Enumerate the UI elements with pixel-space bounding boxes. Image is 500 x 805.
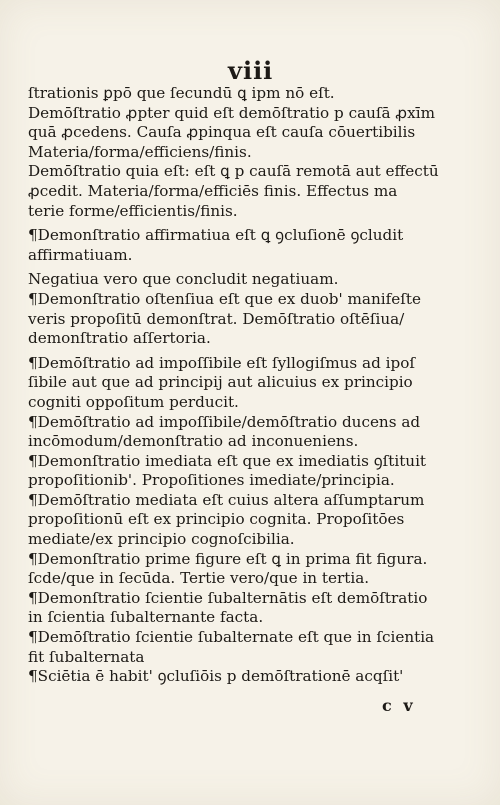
text-line-7: terie forme/efficientis/finis. — [28, 201, 238, 220]
text-line-4: Materia/forma/efficiens/finis. — [28, 142, 252, 161]
text-line-27: in ſcientia ſubalternante facta. — [28, 608, 264, 627]
text-line-10: Negatiua vero que concludit negatiuam. — [28, 270, 339, 289]
text-line-8: ¶Demonſtratio affirmatiua eſt ꝗ ꝯcluſionē ꝯcludit — [28, 226, 404, 245]
text-line-23: mediate/ex principio cognoſcibilia. — [28, 530, 295, 549]
text-line-12: veris propoſitū demonſtrat. Demōſtratio oſtēſiua/ — [28, 309, 405, 328]
text-line-22: propoſitionū eſt ex principio cognita. Propoſitōes — [28, 510, 405, 529]
text-line-26: ¶Demonſtratio ſcientie ſubalternātis eſt demōſtratio — [28, 588, 428, 607]
text-line-1: ſtrationis ꝑpō que ſecundū ꝗ ipm nō eſt. — [28, 84, 335, 102]
signature-mark: c v — [382, 696, 416, 715]
text-line-16: cogniti oppoſitum perducit. — [28, 392, 239, 411]
text-line-19: ¶Demonſtratio imediata eſt que ex imediatis ꝯſtituit — [28, 451, 427, 470]
text-line-11: ¶Demonſtratio oſtenſiua eſt que ex duob' manifeſte — [28, 289, 421, 308]
folio-number: viii — [228, 56, 274, 85]
text-line-24: ¶Demonſtratio prime figure eſt ꝗ in prima fit figura. — [28, 549, 428, 568]
text-line-14: ¶Demōſtratio ad impoſſibile eſt ſyllogiſmus ad ipoſ — [28, 353, 415, 372]
text-line-30: ¶Sciētia ē habit' ꝯcluſiōis p demōſtrationē acqſit' — [28, 667, 404, 686]
text-line-15: ſibile aut que ad principij aut alicuius ex principio — [28, 373, 413, 392]
text-line-2: Demōſtratio ꝓpter quid eſt demōſtratio p cauſā ꝓxīm — [28, 103, 435, 122]
text-line-18: incōmodum/demonſtratio ad inconueniens. — [28, 432, 359, 451]
text-line-13: demonſtratio aſſertoria. — [28, 329, 211, 348]
text-line-17: ¶Demōſtratio ad impoſſibile/demōſtratio ducens ad — [28, 412, 421, 431]
text-line-29: fit ſubalternata — [28, 647, 145, 666]
body-text — [28, 84, 476, 687]
text-line-21: ¶Demōſtratio mediata eſt cuius altera aſſumptarum — [28, 490, 425, 509]
text-line-3: quā ꝓcedens. Cauſa ꝓpinqua eſt cauſa cōuertibilis — [28, 123, 416, 142]
text-line-25: ſcde/que in ſecūda. Tertie vero/que in tertia. — [28, 569, 370, 588]
text-line-6: ꝓcedit. Materia/forma/efficiēs finis. Effectus ma — [28, 181, 398, 200]
text-line-5: Demōſtratio quia eſt: eſt ꝗ p cauſā remotā aut effectū — [28, 162, 439, 181]
text-line-28: ¶Demōſtratio ſcientie ſubalternate eſt que in ſcientia — [28, 628, 435, 647]
text-line-20: propoſitionib'. Propoſitiones imediate/principia. — [28, 471, 395, 490]
text-line-9: affirmatiuam. — [28, 245, 133, 264]
